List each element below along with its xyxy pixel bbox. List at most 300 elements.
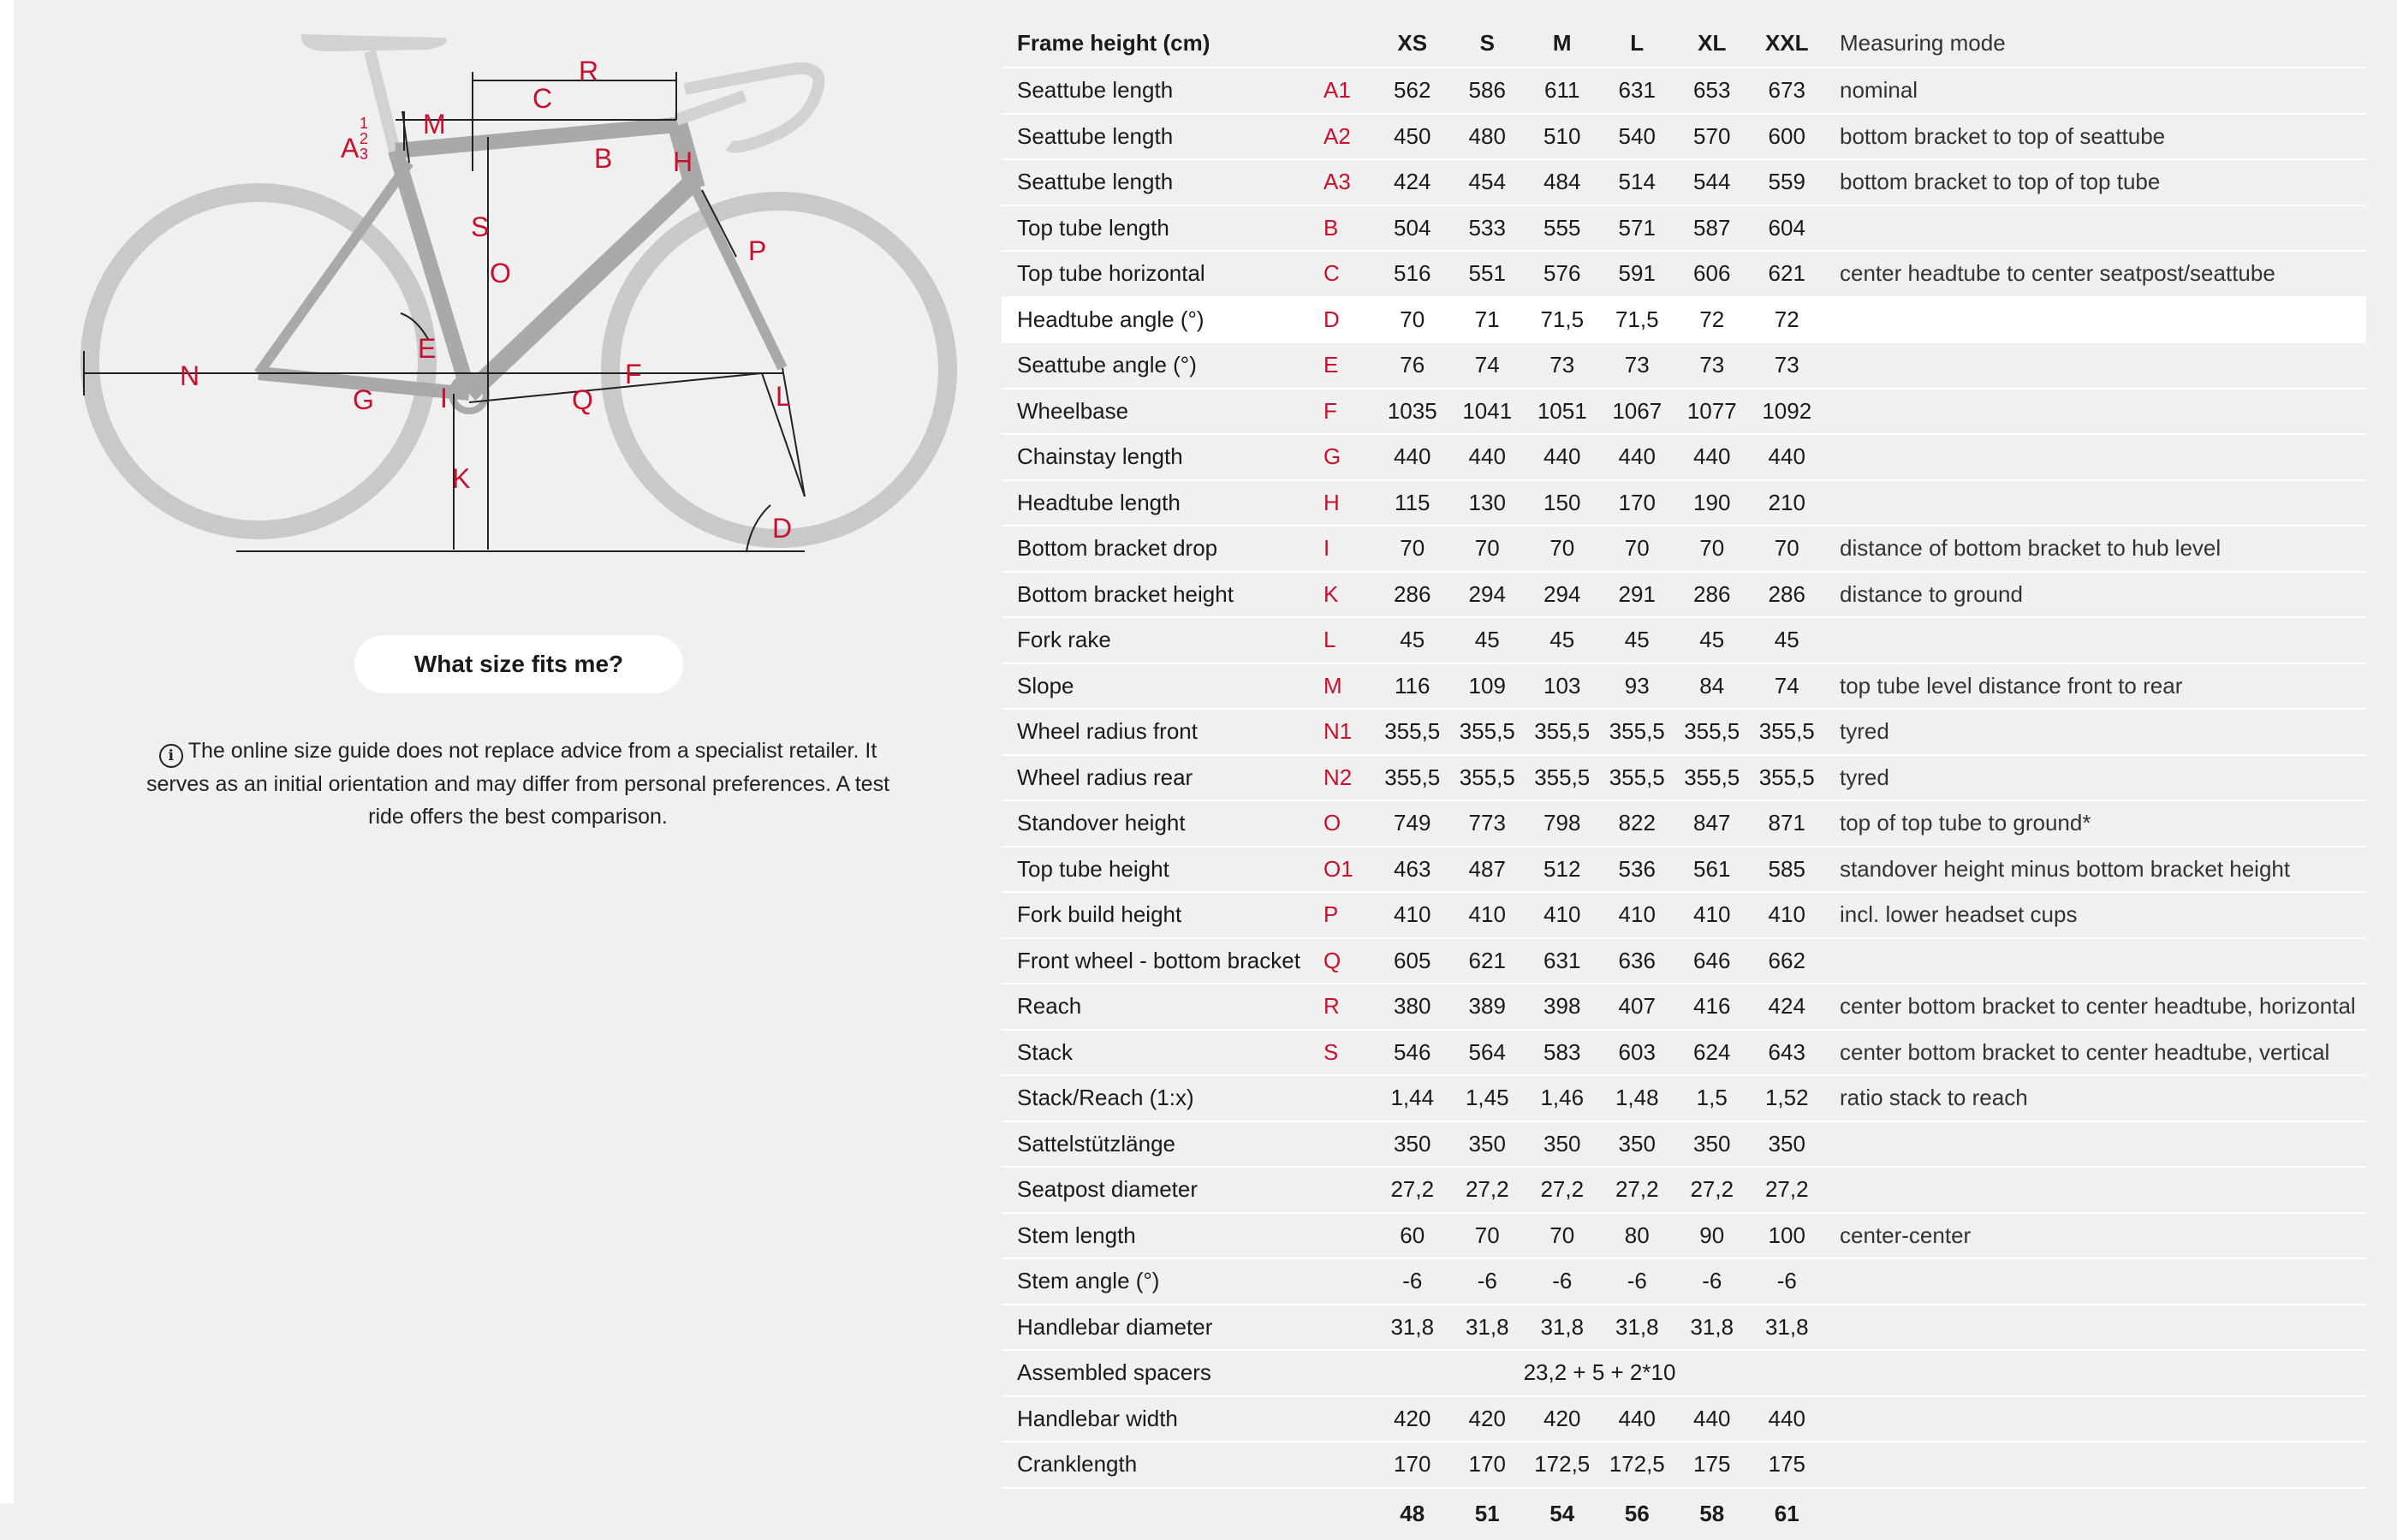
row-value-xs: 562	[1394, 77, 1431, 104]
row-value-xxl: 604	[1768, 214, 1805, 241]
row-value-xl: 570	[1693, 122, 1731, 149]
row-value-l: 536	[1618, 855, 1656, 882]
row-label: Fork build height	[1017, 901, 1182, 928]
footer-mode-spacer	[1824, 1488, 2366, 1540]
row-value-xs: 116	[1395, 672, 1430, 699]
row-label: Seatpost diameter	[1017, 1176, 1198, 1203]
row-value-xs: 76	[1400, 352, 1425, 378]
row-measuring-mode: tyred	[1840, 718, 1889, 745]
footer-frame-height-xl: 58	[1699, 1501, 1725, 1526]
row-code: R	[1323, 993, 1340, 1020]
row-measuring-mode: center bottom bracket to center headtube, horizontal	[1840, 993, 2356, 1020]
table-row	[1002, 984, 2366, 1030]
row-value-l: 71,5	[1615, 306, 1659, 332]
size-header-m: M	[1552, 29, 1572, 56]
row-value-xl: -6	[1702, 1268, 1722, 1294]
row-code	[1323, 1258, 1375, 1305]
row-measuring-mode: center-center	[1840, 1222, 1972, 1248]
row-label: Assembled spacers	[1017, 1359, 1211, 1386]
row-value-xl: 410	[1693, 901, 1731, 928]
row-value-xxl: 643	[1768, 1038, 1805, 1065]
row-value-l: 27,2	[1615, 1176, 1659, 1203]
row-measuring-mode: standover height minus bottom bracket height	[1840, 855, 2291, 882]
row-value-s: 533	[1468, 214, 1506, 241]
row-measuring-mode	[1824, 205, 2366, 252]
diagram-label-g: G	[353, 384, 374, 415]
row-code: I	[1323, 535, 1330, 562]
row-value-xs: 45	[1400, 627, 1425, 653]
table-row	[1002, 938, 2366, 984]
table-row	[1002, 342, 2366, 389]
row-code	[1323, 1442, 1375, 1488]
footer-spacer	[1002, 1488, 1375, 1540]
diagram-label-m: M	[423, 109, 446, 140]
table-row	[1002, 800, 2366, 847]
row-value-s: 487	[1468, 855, 1506, 882]
row-value-l: 440	[1618, 443, 1656, 470]
row-value-s: 31,8	[1465, 1313, 1509, 1340]
diagram-label-2: 2	[360, 130, 369, 147]
row-label: Bottom bracket drop	[1017, 535, 1218, 562]
row-value-xxl: 350	[1768, 1130, 1805, 1156]
row-value-m: 512	[1543, 855, 1581, 882]
row-value-m: 71,5	[1540, 306, 1585, 332]
row-code: K	[1323, 580, 1339, 607]
row-value-xl: 286	[1693, 580, 1731, 607]
row-value-xs: 605	[1394, 947, 1431, 973]
row-value-m: 70	[1549, 535, 1575, 562]
row-label: Headtube length	[1017, 489, 1181, 515]
row-label: Stack/Reach (1:x)	[1017, 1085, 1194, 1111]
row-value-xs: 450	[1394, 122, 1431, 149]
row-value-s: 389	[1468, 993, 1506, 1020]
row-value-m: 355,5	[1534, 764, 1591, 790]
row-span-value: 23,2 + 5 + 2*10	[1523, 1359, 1676, 1386]
table-row	[1002, 709, 2366, 755]
row-label: Seattube length	[1017, 77, 1174, 104]
row-measuring-mode	[1824, 1442, 2366, 1488]
row-value-l: 591	[1618, 260, 1656, 287]
row-value-xs: 355,5	[1384, 764, 1441, 790]
row-value-xl: 27,2	[1690, 1176, 1734, 1203]
row-value-s: 70	[1474, 1222, 1500, 1248]
measuring-mode-header: Measuring mode	[1840, 29, 2006, 56]
row-measuring-mode: top of top tube to ground*	[1840, 810, 2091, 836]
row-value-xl: 440	[1693, 443, 1731, 470]
row-value-xs: 463	[1394, 855, 1431, 882]
diagram-label-k: K	[452, 463, 471, 494]
row-value-l: 1067	[1612, 397, 1662, 424]
row-value-xs: 749	[1394, 810, 1431, 836]
info-icon: i	[159, 744, 183, 768]
row-value-m: 1,46	[1540, 1085, 1585, 1111]
row-value-s: 71	[1474, 306, 1500, 332]
footer-frame-height-xs: 48	[1400, 1501, 1425, 1526]
diagram-label-1: 1	[360, 115, 369, 132]
row-measuring-mode	[1824, 938, 2366, 984]
row-value-xs: 170	[1394, 1451, 1431, 1478]
table-row	[1002, 434, 2366, 480]
row-label: Top tube height	[1017, 855, 1169, 882]
table-row	[1002, 1121, 2366, 1168]
row-code	[1323, 1121, 1375, 1168]
row-value-m: 45	[1549, 627, 1575, 653]
row-label: Chainstay length	[1017, 443, 1183, 470]
row-label: Stem length	[1017, 1222, 1136, 1248]
table-row	[1002, 572, 2366, 618]
row-value-m: 172,5	[1534, 1451, 1591, 1478]
row-value-l: 514	[1618, 169, 1656, 195]
table-row	[1002, 1258, 2366, 1305]
row-value-xl: 544	[1693, 169, 1731, 195]
row-value-l: 407	[1618, 993, 1656, 1020]
row-value-m: 150	[1543, 489, 1581, 515]
row-measuring-mode	[1824, 342, 2366, 389]
row-value-l: 636	[1618, 947, 1656, 973]
row-code	[1323, 1167, 1375, 1213]
row-value-xs: 410	[1394, 901, 1431, 928]
table-row	[1002, 526, 2366, 572]
row-measuring-mode	[1824, 1305, 2366, 1351]
footer-frame-height-l: 56	[1624, 1501, 1650, 1526]
row-value-s: 70	[1474, 535, 1500, 562]
row-value-m: 398	[1543, 993, 1581, 1020]
row-value-xxl: 1092	[1762, 397, 1812, 424]
row-value-m: 555	[1543, 214, 1581, 241]
table-row	[1002, 1442, 2366, 1488]
table-body	[1002, 68, 2366, 1488]
size-header-xl: XL	[1698, 29, 1727, 56]
row-value-xs: 1,44	[1390, 1085, 1435, 1111]
table-row	[1002, 617, 2366, 663]
what-size-fits-me-button[interactable]: What size fits me?	[354, 635, 683, 693]
row-value-xl: 561	[1693, 855, 1731, 882]
row-measuring-mode	[1824, 1258, 2366, 1305]
row-value-s: 420	[1468, 1405, 1506, 1431]
row-value-l: 170	[1618, 489, 1656, 515]
row-label: Front wheel - bottom bracket	[1017, 947, 1300, 973]
row-measuring-mode	[1824, 1396, 2366, 1442]
table-header-row	[1002, 19, 2366, 68]
row-value-l: 31,8	[1615, 1313, 1659, 1340]
row-value-l: 603	[1618, 1038, 1656, 1065]
diagram-label-f: F	[625, 359, 642, 389]
footer-frame-height-xxl: 61	[1774, 1501, 1799, 1526]
row-code: D	[1323, 306, 1340, 332]
row-value-s: 350	[1468, 1130, 1506, 1156]
table-row	[1002, 251, 2366, 297]
row-value-xxl: 600	[1768, 122, 1805, 149]
row-value-m: 103	[1543, 672, 1581, 699]
row-value-l: 540	[1618, 122, 1656, 149]
row-label: Seattube length	[1017, 169, 1174, 195]
row-value-m: 484	[1543, 169, 1581, 195]
row-value-xxl: 559	[1768, 169, 1805, 195]
row-value-s: 773	[1468, 810, 1506, 836]
table-row	[1002, 1075, 2366, 1121]
row-value-xxl: 662	[1768, 947, 1805, 973]
row-value-xxl: 621	[1768, 260, 1805, 287]
row-label: Seattube angle (°)	[1017, 352, 1197, 378]
row-measuring-mode	[1824, 389, 2366, 435]
row-value-xs: 60	[1400, 1222, 1425, 1248]
row-value-xxl: 74	[1774, 672, 1799, 699]
row-measuring-mode: top tube level distance front to rear	[1840, 672, 2183, 699]
row-measuring-mode: incl. lower headset cups	[1840, 901, 2078, 928]
row-code: E	[1323, 352, 1339, 378]
diagram-label-h: H	[673, 146, 693, 177]
row-value-s: 586	[1468, 77, 1506, 104]
row-measuring-mode: ratio stack to reach	[1840, 1085, 2028, 1111]
row-code: F	[1323, 397, 1337, 424]
table-row	[1002, 297, 2366, 343]
row-value-l: 822	[1618, 810, 1656, 836]
saddle	[301, 34, 447, 51]
row-value-xl: 355,5	[1684, 718, 1740, 745]
row-value-xxl: 355,5	[1758, 718, 1815, 745]
row-value-xl: 1077	[1686, 397, 1737, 424]
diagram-label-n: N	[180, 360, 200, 391]
table-row	[1002, 205, 2366, 252]
row-value-m: 576	[1543, 260, 1581, 287]
diagram-label-3: 3	[360, 146, 369, 163]
row-value-s: 355,5	[1459, 764, 1515, 790]
row-value-m: 355,5	[1534, 718, 1591, 745]
row-measuring-mode: center headtube to center seatpost/seattube	[1840, 260, 2275, 287]
table-row	[1002, 892, 2366, 938]
row-code: O1	[1323, 855, 1353, 882]
row-value-xs: 504	[1394, 214, 1431, 241]
row-code	[1323, 1213, 1375, 1259]
row-value-xs: 115	[1395, 489, 1430, 515]
row-value-m: 31,8	[1540, 1313, 1585, 1340]
row-code	[1323, 1075, 1375, 1121]
row-value-xl: 355,5	[1684, 764, 1740, 790]
row-value-s: 45	[1474, 627, 1500, 653]
table-row	[1002, 389, 2366, 435]
table-row	[1002, 159, 2366, 205]
size-header-xs: XS	[1397, 29, 1428, 56]
row-code: Q	[1323, 947, 1341, 973]
geometry-table-container	[1002, 19, 2366, 1540]
row-value-l: 172,5	[1609, 1451, 1665, 1478]
row-value-xs: 31,8	[1390, 1313, 1435, 1340]
table-row	[1002, 1030, 2366, 1076]
row-value-xxl: 673	[1768, 77, 1805, 104]
size-header-xxl: XXL	[1764, 29, 1809, 56]
row-code: M	[1323, 672, 1342, 699]
row-label: Headtube angle (°)	[1017, 306, 1204, 332]
row-measuring-mode	[1824, 1167, 2366, 1213]
row-label: Stack	[1017, 1038, 1074, 1065]
row-value-xxl: 1,52	[1764, 1085, 1809, 1111]
row-label: Fork rake	[1017, 627, 1111, 653]
row-value-s: 1041	[1462, 397, 1513, 424]
row-measuring-mode: center bottom bracket to center headtube, vertical	[1840, 1038, 2330, 1065]
row-value-xl: 175	[1693, 1451, 1731, 1478]
row-value-xxl: 175	[1768, 1451, 1805, 1478]
row-label: Seattube length	[1017, 122, 1174, 149]
row-value-l: 355,5	[1609, 764, 1665, 790]
row-value-xs: 70	[1400, 306, 1425, 332]
diagram-label-s: S	[471, 211, 490, 242]
row-label: Slope	[1017, 672, 1074, 699]
row-value-xl: 440	[1693, 1405, 1731, 1431]
row-value-l: 440	[1618, 1405, 1656, 1431]
row-code: C	[1323, 260, 1340, 287]
row-value-l: 410	[1618, 901, 1656, 928]
row-value-xs: 440	[1394, 443, 1431, 470]
table-row	[1002, 1305, 2366, 1351]
row-code: N2	[1323, 764, 1353, 790]
row-label: Sattelstützlänge	[1017, 1130, 1176, 1156]
row-value-xxl: 440	[1768, 1405, 1805, 1431]
row-value-m: -6	[1552, 1268, 1573, 1294]
row-code: S	[1323, 1038, 1339, 1065]
row-value-s: 564	[1468, 1038, 1506, 1065]
bike-geometry-svg	[68, 17, 976, 565]
row-value-m: 631	[1543, 947, 1581, 973]
row-value-xl: 190	[1693, 489, 1731, 515]
diagram-label-p: P	[748, 235, 767, 266]
row-value-m: 798	[1543, 810, 1581, 836]
row-value-s: 27,2	[1465, 1176, 1509, 1203]
row-value-s: 130	[1468, 489, 1506, 515]
row-value-xxl: 210	[1768, 489, 1805, 515]
row-measuring-mode: bottom bracket to top of top tube	[1840, 169, 2161, 195]
row-label: Wheel radius front	[1017, 718, 1198, 745]
row-value-s: 410	[1468, 901, 1506, 928]
row-value-xxl: 871	[1768, 810, 1805, 836]
row-value-s: 109	[1468, 672, 1506, 699]
row-code: H	[1323, 489, 1340, 515]
table-row	[1002, 1213, 2366, 1259]
row-value-m: 1051	[1537, 397, 1587, 424]
row-code: L	[1323, 627, 1336, 653]
table-row	[1002, 847, 2366, 893]
row-value-xxl: 72	[1774, 306, 1799, 332]
row-label: Wheel radius rear	[1017, 764, 1193, 790]
row-label: Wheelbase	[1017, 397, 1129, 424]
row-value-xxl: 440	[1768, 443, 1805, 470]
row-value-l: 1,48	[1615, 1085, 1659, 1111]
row-value-xs: 516	[1394, 260, 1431, 287]
frame-height-footer-row	[1002, 1488, 2366, 1540]
stem	[676, 96, 745, 120]
row-value-m: 611	[1544, 77, 1580, 104]
row-value-xs: 70	[1400, 535, 1425, 562]
footer-frame-height-m: 54	[1549, 1501, 1575, 1526]
row-value-xs: 286	[1394, 580, 1431, 607]
row-value-xs: 355,5	[1384, 718, 1441, 745]
row-value-xs: 1035	[1387, 397, 1437, 424]
row-value-xxl: 585	[1768, 855, 1805, 882]
row-value-xl: 624	[1693, 1038, 1731, 1065]
row-value-m: 350	[1543, 1130, 1581, 1156]
disclaimer	[137, 734, 899, 833]
row-value-m: 410	[1543, 901, 1581, 928]
row-value-s: 170	[1468, 1451, 1506, 1478]
row-code	[1323, 1396, 1375, 1442]
row-value-xs: 350	[1394, 1130, 1431, 1156]
row-value-xl: 646	[1693, 947, 1731, 973]
row-value-xl: 1,5	[1696, 1085, 1728, 1111]
row-value-xl: 350	[1693, 1130, 1731, 1156]
row-code: G	[1323, 443, 1341, 470]
page-left-edge	[0, 0, 14, 1503]
row-value-xl: 84	[1699, 672, 1725, 699]
row-value-xxl: 100	[1768, 1222, 1805, 1248]
row-value-l: 45	[1624, 627, 1650, 653]
row-value-m: 294	[1543, 580, 1581, 607]
size-header-s: S	[1479, 29, 1495, 56]
row-label: Top tube length	[1017, 214, 1169, 241]
row-value-m: 27,2	[1540, 1176, 1585, 1203]
row-label: Stem angle (°)	[1017, 1268, 1160, 1294]
row-value-l: 350	[1618, 1130, 1656, 1156]
row-label: Handlebar width	[1017, 1405, 1178, 1431]
row-code: A1	[1323, 77, 1351, 104]
table-row	[1002, 114, 2366, 160]
table-row	[1002, 1350, 2366, 1396]
row-value-xs: -6	[1402, 1268, 1423, 1294]
row-measuring-mode	[1824, 434, 2366, 480]
row-code	[1323, 1350, 1375, 1396]
row-value-xl: 587	[1693, 214, 1731, 241]
row-value-l: 73	[1624, 352, 1650, 378]
table-row	[1002, 1167, 2366, 1213]
row-value-l: 70	[1624, 535, 1650, 562]
row-value-m: 73	[1549, 352, 1575, 378]
size-header-l: L	[1630, 29, 1645, 56]
row-value-m: 583	[1543, 1038, 1581, 1065]
diagram-label-e: E	[418, 333, 437, 364]
row-value-xxl: -6	[1776, 1268, 1797, 1294]
row-value-xxl: 70	[1774, 535, 1799, 562]
row-value-s: 355,5	[1459, 718, 1515, 745]
diagram-labels	[180, 56, 792, 544]
row-measuring-mode	[1824, 1350, 2366, 1396]
row-code: O	[1323, 810, 1341, 836]
diagram-label-i: I	[440, 383, 448, 413]
row-label: Top tube horizontal	[1017, 260, 1205, 287]
row-value-xxl: 73	[1774, 352, 1799, 378]
row-value-xl: 90	[1699, 1222, 1725, 1248]
row-value-xxl: 31,8	[1764, 1313, 1809, 1340]
diagram-label-l: L	[776, 381, 791, 412]
row-measuring-mode	[1824, 617, 2366, 663]
row-measuring-mode	[1824, 1121, 2366, 1168]
row-value-xl: 73	[1699, 352, 1725, 378]
row-value-xl: 31,8	[1690, 1313, 1734, 1340]
row-value-l: 355,5	[1609, 718, 1665, 745]
row-value-s: -6	[1477, 1268, 1497, 1294]
row-value-xs: 424	[1394, 169, 1431, 195]
row-value-xl: 653	[1693, 77, 1731, 104]
disclaimer-text: The online size guide does not replace advice from a specialist retailer. It serves as an initial orientation and may differ from personal preferences. A test ride offers the best comparison.	[146, 739, 890, 829]
table-row	[1002, 663, 2366, 710]
row-code: A2	[1323, 122, 1351, 149]
row-value-l: 80	[1624, 1222, 1650, 1248]
row-value-xl: 72	[1699, 306, 1725, 332]
table-row	[1002, 755, 2366, 801]
geometry-table	[1002, 19, 2366, 1540]
row-value-m: 420	[1543, 1405, 1581, 1431]
row-value-m: 440	[1543, 443, 1581, 470]
row-value-s: 74	[1474, 352, 1500, 378]
diagram-label-r: R	[579, 56, 599, 86]
row-value-l: 571	[1618, 214, 1656, 241]
